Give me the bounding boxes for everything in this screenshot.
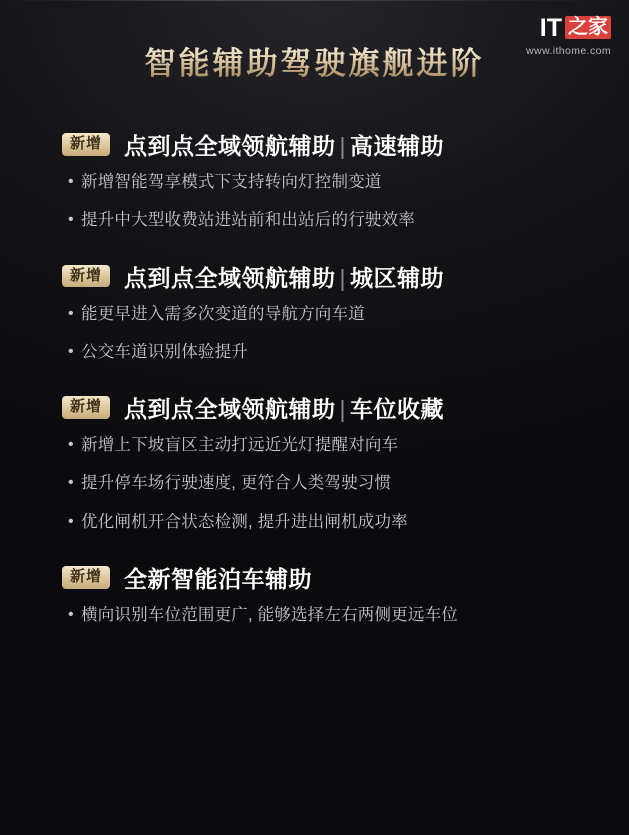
section-title-separator (312, 566, 320, 592)
feature-section (62, 260, 573, 364)
new-badge: 新增 (62, 566, 110, 589)
logo-url: www.ithome.com (526, 45, 611, 57)
new-badge: 新增 (62, 133, 110, 156)
list-item: • 横向识别车位范围更广, 能够选择左右两侧更远车位 (68, 604, 573, 626)
section-spacer (62, 371, 573, 391)
section-spacer (62, 240, 573, 260)
section-title (124, 128, 444, 161)
section-title-main: 点到点全域领航辅助 (124, 396, 336, 423)
section-title (124, 391, 444, 424)
new-badge: 新增 (62, 265, 110, 288)
section-title-sub: 高速辅助 (350, 133, 444, 159)
list-item: • 提升中大型收费站进站前和出站后的行驶效率 (68, 209, 573, 231)
list-item: • 公交车道识别体验提升 (68, 341, 573, 363)
section-header (62, 561, 573, 594)
bullet-list (62, 171, 573, 232)
section-title-separator: | (339, 133, 346, 159)
section-title-main: 点到点全域领航辅助 (124, 264, 336, 291)
section-header (62, 260, 573, 293)
bullet-list (62, 303, 573, 364)
section-title-separator: | (339, 396, 346, 423)
list-item: • 能更早进入需多次变道的导航方向车道 (68, 303, 573, 325)
feature-section (62, 561, 573, 626)
bullet-list (62, 434, 573, 533)
section-title (124, 260, 444, 293)
feature-section (62, 128, 573, 232)
page-title: 智能辅助驾驶旗舰进阶 (145, 38, 485, 83)
list-item: • 优化闸机开合状态检测, 提升进出闸机成功率 (68, 511, 573, 533)
section-title-main: 点到点全域领航辅助 (124, 133, 336, 159)
new-badge: 新增 (62, 396, 110, 419)
section-header (62, 128, 573, 161)
section-title (124, 561, 320, 594)
section-header (62, 391, 573, 424)
page-title-wrap (0, 38, 629, 83)
section-title-sub: 车位收藏 (350, 396, 444, 423)
bullet-list (62, 604, 573, 626)
feature-section (62, 391, 573, 533)
list-item: • 提升停车场行驶速度, 更符合人类驾驶习惯 (68, 472, 573, 494)
list-item: • 新增智能驾享模式下支持转向灯控制变道 (68, 171, 573, 193)
sections-container (0, 128, 629, 634)
section-title-main: 全新智能泊车辅助 (124, 565, 313, 592)
section-spacer (62, 541, 573, 561)
list-item: • 新增上下坡盲区主动打远近光灯提醒对向车 (68, 434, 573, 456)
section-title-sub: 城区辅助 (350, 264, 444, 291)
logo-chinese: 之家 (565, 16, 611, 39)
logo-latin: IT (539, 14, 562, 42)
section-title-separator: | (339, 264, 346, 291)
